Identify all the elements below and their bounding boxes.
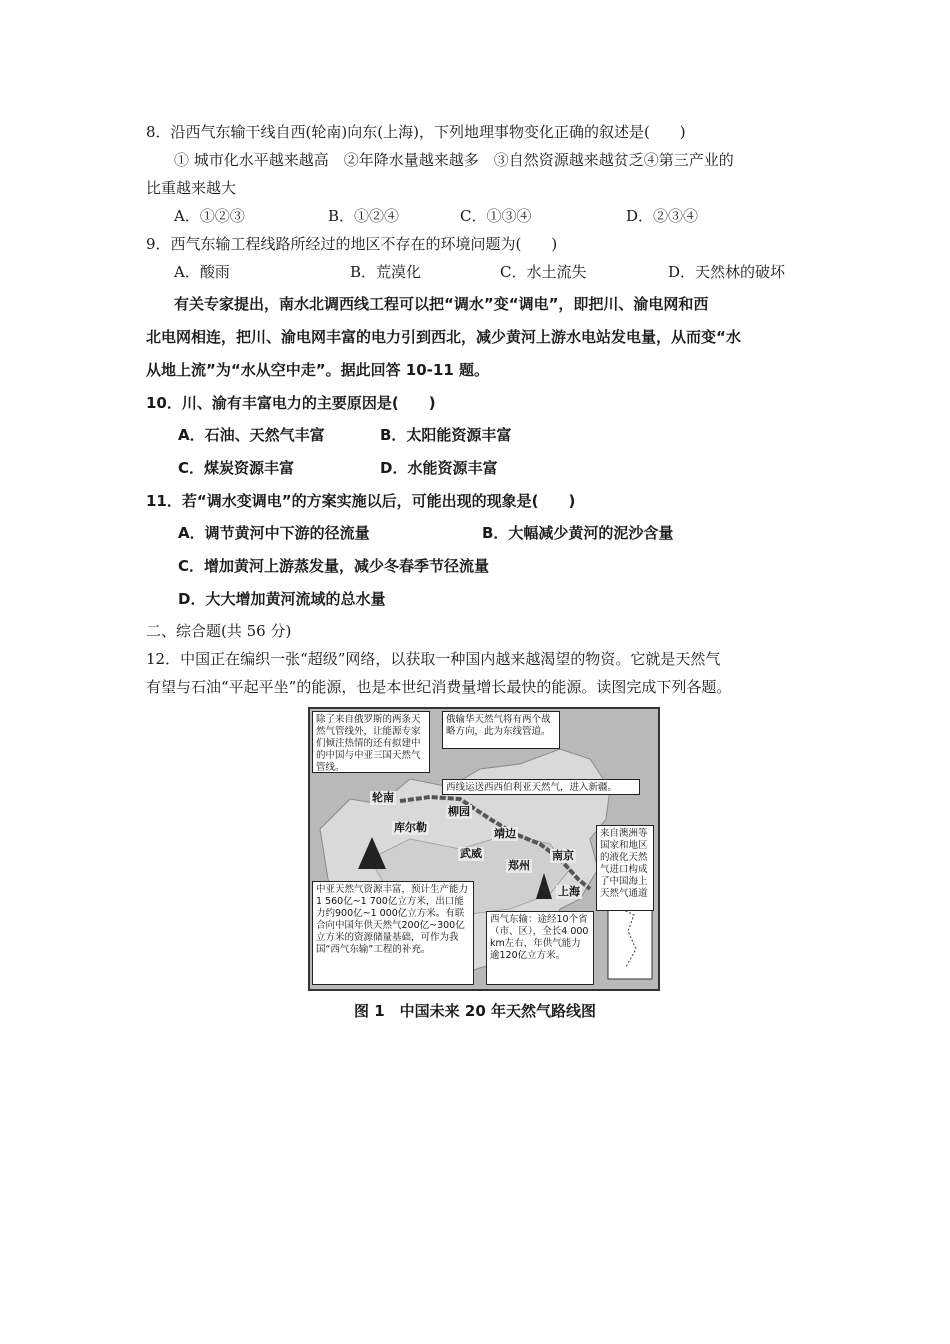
q12-line1: 12．中国正在编织一张“超级”网络，以获取一种国内越来越渴望的物资。它就是天然气 [146,650,721,668]
city-korla: 库尔勒 [394,821,427,834]
q9-option-a: A．酸雨 [174,263,230,281]
passage-line1: 有关专家提出，南水北调西线工程可以把“调水”变“调电”，即把川、渝电网和西 [174,295,709,313]
figure-caption: 图 1 中国未来 20 年天然气路线图 [354,1002,596,1020]
city-jingbian: 靖边 [494,827,516,840]
q8-stem: 8．沿西气东输干线自西(轮南)向东(上海)，下列地理事物变化正确的叙述是( ) [146,123,686,141]
q8-option-a: A．①②③ [174,207,245,225]
gas-route-map [308,707,660,991]
q11-option-a: A．调节黄河中下游的径流量 [178,524,370,542]
q10-option-a: A．石油、天然气丰富 [178,426,325,444]
q11-stem: 11．若“调水变调电”的方案实施以后，可能出现的现象是( ) [146,492,576,510]
q8-items-line1: ① 城市化水平越来越高 ②年降水量越来越多 ③自然资源越来越贫乏④第三产业的 [174,151,734,169]
passage-line2: 北电网相连，把川、渝电网丰富的电力引到西北，减少黄河上游水电站发电量，从而变“水 [146,328,741,346]
q10-option-b: B．太阳能资源丰富 [380,426,512,444]
city-nanjing: 南京 [552,849,574,862]
map-note-west-east: 西气东输：途经10个省（市、区），全长4 000 km左右，年供气能力逾120亿立方米。 [486,911,594,985]
map-note-topleft: 除了来自俄罗斯的两条天然气管线外，让能源专家们倾注热情的还有拟建中的中国与中亚三国天然气管线。 [312,711,430,773]
q11-option-d: D．大大增加黄河流域的总水量 [178,590,386,608]
q10-option-d: D．水能资源丰富 [380,459,498,477]
map-note-topright: 俄输华天然气将有两个战略方向，此为东线管道。 [442,711,560,749]
q10-option-c: C．煤炭资源丰富 [178,459,295,477]
q11-option-c: C．增加黄河上游蒸发量，减少冬春季节径流量 [178,557,490,575]
section-heading: 二、综合题(共 56 分) [146,622,292,640]
map-note-west-route: 西线运送西西伯利亚天然气，进入新疆。 [442,779,640,795]
city-zhengzhou: 郑州 [508,859,530,872]
q9-option-c: C．水土流失 [500,263,587,281]
map-note-central-asia: 中亚天然气资源丰富，预计生产能力1 560亿~1 700亿立方米，出口能力约900亿~1 000亿立方米。有联合向中国年供天然气200亿~300亿立方米的资源储量基础，可作为我国“西气东输”工程的补充。 [312,881,474,985]
q9-stem: 9．西气东输工程线路所经过的地区不存在的环境问题为( ) [146,235,558,253]
q10-stem: 10．川、渝有丰富电力的主要原因是( ) [146,394,436,412]
q9-option-b: B．荒漠化 [350,263,422,281]
city-lunnan: 轮南 [372,791,394,804]
q8-items-line2: 比重越来越大 [146,179,237,197]
passage-line3: 从地上流”为“水从空中走”。据此回答 10-11 题。 [146,361,489,379]
city-shanghai: 上海 [558,885,580,898]
q9-option-d: D．天然林的破坏 [668,263,786,281]
q8-option-c: C．①③④ [460,207,532,225]
city-liuyuan: 柳园 [448,805,470,818]
q12-line2: 有望与石油“平起平坐”的能源，也是本世纪消费量增长最快的能源。读图完成下列各题。 [146,678,732,696]
city-wuwei: 武威 [460,847,482,860]
q8-option-d: D．②③④ [626,207,699,225]
q8-option-b: B．①②④ [328,207,400,225]
q11-option-b: B．大幅减少黄河的泥沙含量 [482,524,674,542]
map-note-lng-route: 来自澳洲等国家和地区的液化天然气进口构成了中国海上天然气通道 [596,825,654,911]
